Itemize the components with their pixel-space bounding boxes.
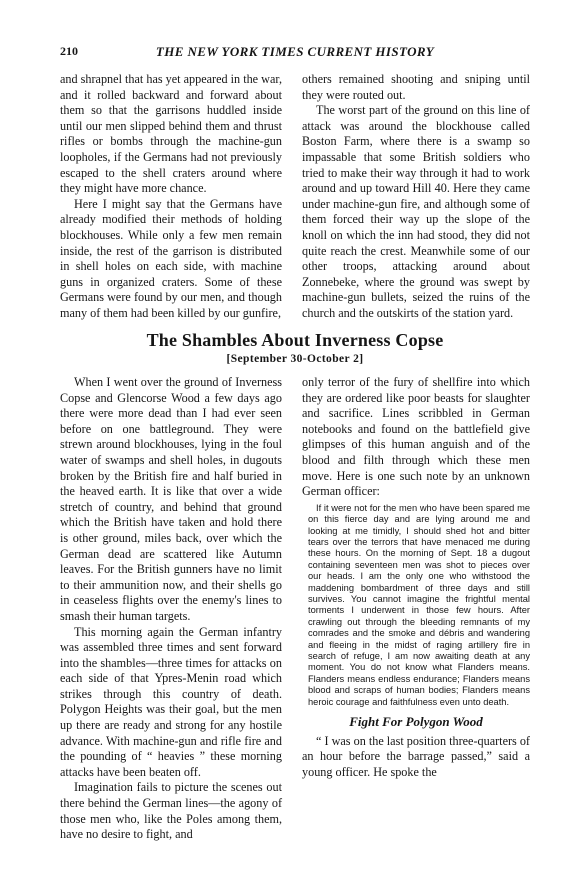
paragraph: only terror of the fury of shellfire into which they are ordered like poor beasts for slaughter and sacrifice. Lines scribbled in German notebooks and found on the battlefield give glimpses of this human anguish and of the blood and filth through which these men move. Here is one such note by an unknown German officer: xyxy=(302,375,530,499)
quote-text: If it were not for the men who have been spared me on this fierce day and are lying around me and looking at me timidly, I should shed hot and bitter tears over the terrors that have menaced me during these hours. On the morning of Sept. 18 a dugout containing seventeen men was shot to pieces over our heads. I am the only one who withstood the maddening bombardment of three days and still survives. You cannot imagine the frightful mental torments I underwent in those few hours. After crawling out through the bleeding remnants of my comrades and the smoke and débris and wandering and fleeing in the midst of raging artillery fire in search of refuge, I am now awaiting death at any moment. You do not know what Flanders means. Flanders means endless endurance; Flanders means blood and scraps of human bodies; Flanders means heroic courage and faithfulness even unto death. xyxy=(308,502,530,707)
running-title: THE NEW YORK TIMES CURRENT HISTORY xyxy=(155,44,435,59)
paragraph: others remained shooting and sniping until they were routed out. xyxy=(302,72,530,102)
paragraph: and shrapnel that has yet appeared in the war, and it rolled backward and forward about them so that the garrisons huddled inside until our men slipped behind them and thrust rifles or bombs through the machine-gun loopholes, if the Germans had not previously escaped to the shell craters around where they might have more chance. xyxy=(60,72,282,196)
paragraph: The worst part of the ground on this line of attack was around the blockhouse called Boston Farm, where there is a swamp so impassable that some British soldiers who tried to make their way through it had to work around and up toward Hill 40. Here they came under machine-gun fire, and although some of them forced their way up the slope of the knoll on which the inn had stood, they did not quite reach the crest. Meanwhile some of our other troops, attacking around about Zonnebeke, where the ground was swept by machine-gun bullets, seized the ruins of the church and the outskirts of the station yard. xyxy=(302,103,530,320)
paragraph: Imagination fails to picture the scenes out there behind the German lines—the agony of those men who, like the Poles among them, have no desire to fight, and xyxy=(60,780,282,842)
page-header xyxy=(60,44,530,64)
bottom-right-column xyxy=(302,375,530,780)
paragraph: Here I might say that the Germans have already modified their methods of holding blockhouses. While only a few men remain inside, the rest of the garrison is distributed in shell holes on each side, with machine guns in organized craters. Some of these Germans were found by our men, and though many of them had been killed by our gunfire, xyxy=(60,196,282,320)
top-left-column xyxy=(60,72,282,322)
paragraph: When I went over the ground of Inverness Copse and Glencorse Wood a few days ago there were more dead than I had ever seen before on one battleground. They were strewn around blockhouses, lying in the foul water of swamps and shell holes, in dugouts broken by the British fire and half buried in the heaved earth. It is like that over a wide stretch of country, and behind that ground which the British have taken and hold there is other ground, miles back, over which the German dead are scattered like Autumn leaves. For the British gunners have no limit to their ammunition now, and their shells go in ceaseless flights over the enemy's lines to smash their human targets. xyxy=(60,375,282,623)
page-number: 210 xyxy=(60,44,78,58)
block-quote xyxy=(308,503,530,708)
bottom-left-column xyxy=(60,375,282,843)
top-right-column xyxy=(302,72,530,322)
section-dateline: [September 30-October 2] xyxy=(226,353,364,365)
paragraph: This morning again the German infantry was assembled three times and sent forward into the shambles—three times for attacks on each side of that Ypres-Menin road which strikes through this country of death. Polygon Heights was their goal, but the men up there are ready and strong for any hostile advance. With machine-gun and rifle fire and the pounding of “ heavies ” these morning attacks have been beaten off. xyxy=(60,624,282,779)
paragraph: “ I was on the last position three-quarters of an hour before the barrage passed,” said a young officer. He spoke the xyxy=(302,733,530,779)
section-title: The Shambles About Inverness Copse xyxy=(146,330,444,350)
subheading: Fight For Polygon Wood xyxy=(349,714,483,730)
